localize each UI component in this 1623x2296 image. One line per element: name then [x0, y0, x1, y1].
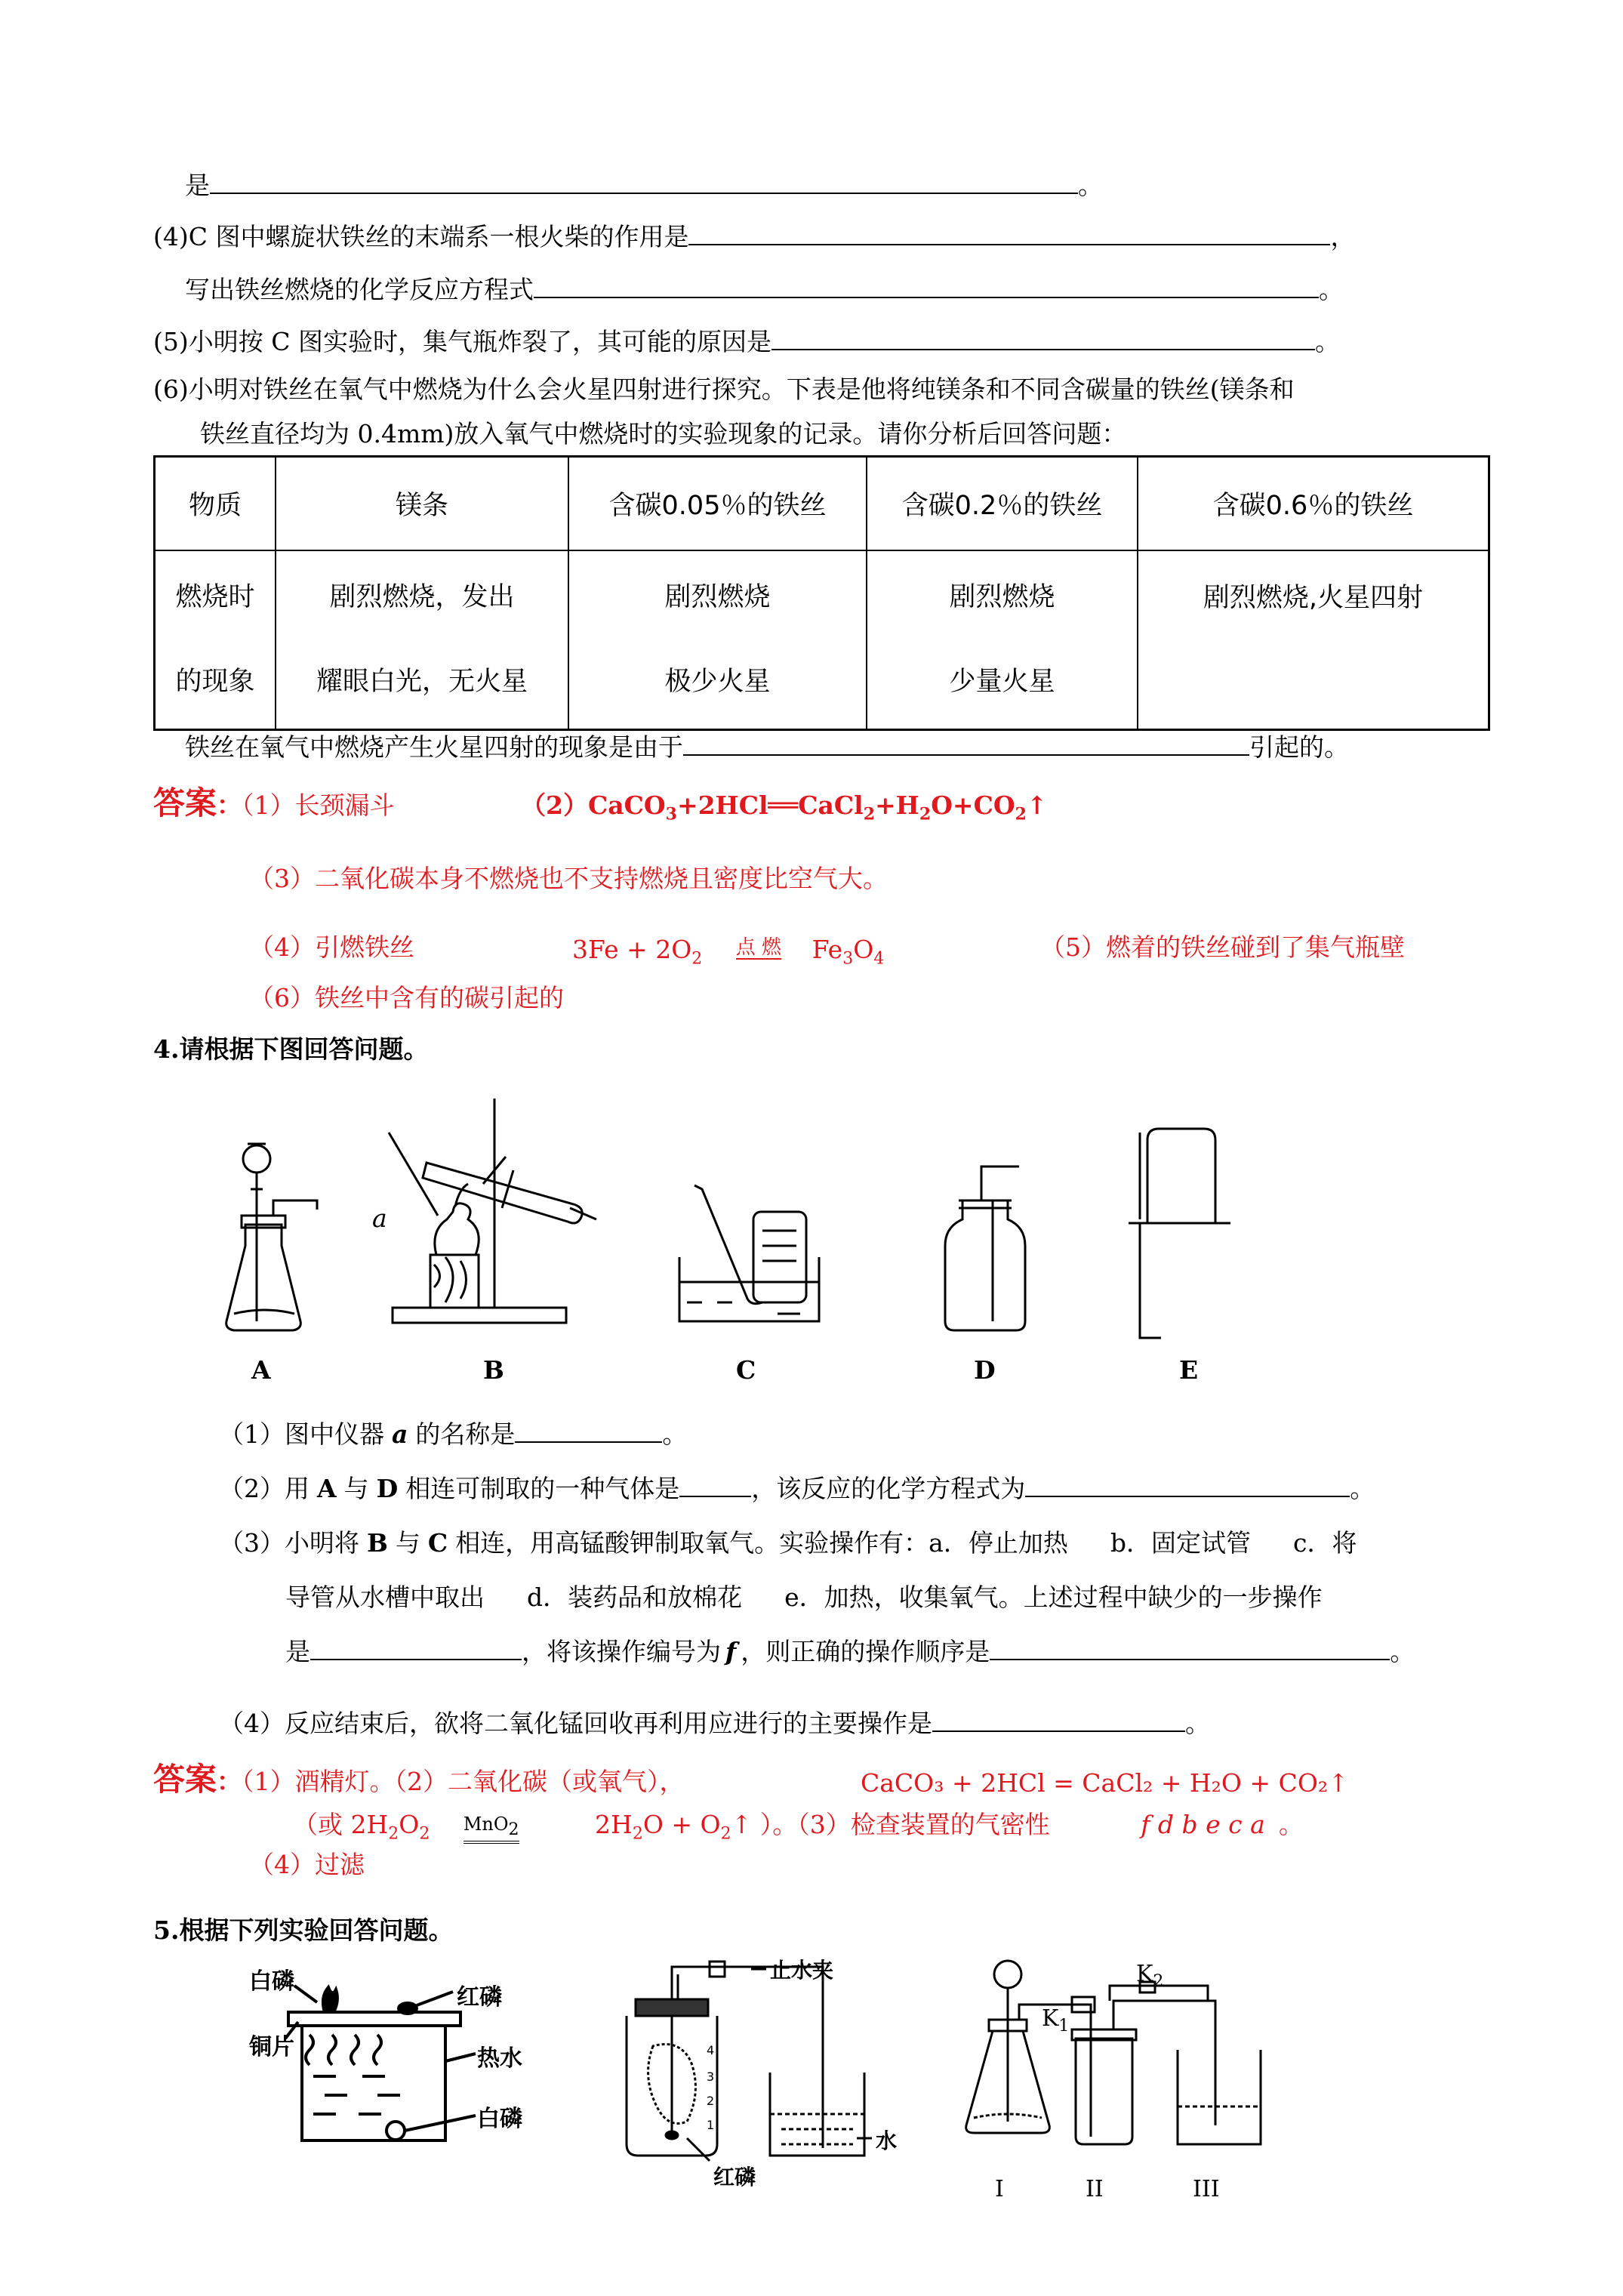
fig1-label: 铜片 [249, 2034, 294, 2060]
table-cell: 剧烈燃烧 少量火星 [867, 550, 1138, 730]
answer-blank[interactable] [515, 1419, 662, 1443]
q3-item5: (5)小明按 C 图实验时，集气瓶炸裂了，其可能的原因是 。 [153, 327, 1340, 356]
q4-sub3-line2: 导管从水槽中取出 d．装药品和放棉花 e．加热，收集氧气。上述过程中缺少的一步操作 [285, 1583, 1323, 1612]
fig2-label: 水 [876, 2128, 898, 2153]
fig2-scale-mark: 1 [707, 2118, 715, 2132]
table-cell: 剧烈燃烧，发出 耀眼白光，无火星 [276, 550, 568, 730]
q3-conclusion: 铁丝在氧气中燃烧产生火星四射的现象是由于 引起的。 [185, 732, 1349, 762]
fig1-label: 红磷 [457, 1984, 502, 2011]
table-cell: 剧烈燃烧,火星四射 [1138, 550, 1489, 730]
apparatus-c-trough [679, 1185, 819, 1321]
fig2-scale-mark: 4 [707, 2043, 715, 2057]
label-a: a [372, 1203, 387, 1233]
table-cell: 燃烧时 的现象 [155, 550, 276, 730]
apparatus-d-bottle [945, 1166, 1025, 1330]
fig3-label: I [995, 2176, 1004, 2202]
fig1-label: 白磷 [249, 1968, 294, 1995]
q3-answer-line1: 答案：（1）长颈漏斗 [153, 784, 395, 821]
table-header: 物质 [155, 457, 276, 550]
apparatus-label: D [974, 1355, 996, 1385]
q4-sub3-line1: （3）小明将 B 与 C 相连，用高锰酸钾制取氧气。实验操作有：a．停止加热 b．固定试管 c．将 [219, 1528, 1357, 1558]
answer-blank[interactable] [932, 1708, 1185, 1732]
q4-answer-line1: 答案：（1）酒精灯。（2）二氧化碳（或氧气）， [153, 1761, 685, 1798]
q3-answer-equation: $(2)CaCO_3+2HCl══CaCl_2+H_2O+CO_2↑$ [521, 791, 1048, 824]
q3-answer-3: （3）二氧化碳本身不燃烧也不支持燃烧且密度比空气大。 [249, 864, 888, 893]
experiment-table [153, 455, 1490, 731]
apparatus-label: E [1179, 1355, 1199, 1385]
q4-sub3-line3: 是 ，将该操作编号为 f ，则正确的操作顺序是 。 [285, 1637, 1415, 1666]
fig3-label: II [1086, 2176, 1104, 2202]
answer-blank[interactable] [210, 170, 1078, 194]
answer-blank[interactable] [679, 1473, 751, 1497]
q3-item4: (4)C 图中螺旋状铁丝的末端系一根火柴的作用是 ， [153, 222, 1356, 251]
fig2-label: 红磷 [713, 2165, 756, 2190]
q3-answer-4: （4）引燃铁丝 [249, 932, 414, 962]
fig2-scale-mark: 3 [707, 2069, 715, 2084]
answer-blank[interactable] [688, 221, 1330, 245]
q5-figure-2 [596, 1940, 913, 2167]
answer-blank[interactable] [1025, 1473, 1350, 1497]
q4-title: 4.请根据下图回答问题。 [153, 1034, 429, 1064]
q5-title: 5.根据下列实验回答问题。 [153, 1915, 454, 1945]
table-row [155, 550, 1489, 730]
answer-blank[interactable] [683, 732, 1249, 756]
apparatus-e-inverted-bottle [1129, 1129, 1230, 1338]
answer-blank[interactable] [771, 326, 1315, 350]
fig2-scale-mark: 2 [707, 2094, 715, 2108]
apparatus-label: A [251, 1355, 271, 1385]
apparatus-b-heating [389, 1099, 596, 1323]
q4-sub4: （4）反应结束后，欲将二氧化锰回收再利用应进行的主要操作是 。 [219, 1709, 1210, 1738]
q4-answer-line2: （或 $2H_2O_2$ MnO$_2$ $2H_2O$ + $O_2↑$ ）。（3）检查装置的气密性 f d b e c a 。 [293, 1810, 1304, 1844]
answer-blank[interactable] [534, 274, 1319, 298]
q4-answer-equation-1: CaCO₃ + 2HCl = CaCl₂ + H₂O + CO₂↑ [861, 1768, 1349, 1798]
q3-line1: 是 。 [185, 171, 1103, 200]
fig3-label-k1: $K_1$ [1042, 2005, 1070, 2036]
q4-answer-line3: （4）过滤 [249, 1850, 365, 1879]
q3-answer-4-equation: $3Fe + 2O_2$ 点 燃 $Fe_3O_4$ [572, 935, 885, 969]
table-header: 含碳0.2％的铁丝 [867, 457, 1138, 550]
fig3-label-k2: $K_2$ [1136, 1961, 1164, 1991]
q3-answer-6: （6）铁丝中含有的碳引起的 [249, 983, 564, 1012]
answer-blank[interactable] [310, 1636, 522, 1660]
q4-sub2: （2）用 A 与 D 相连可制取的一种气体是 ，该反应的化学方程式为 。 [219, 1474, 1375, 1503]
table-header: 含碳0.05％的铁丝 [568, 457, 867, 550]
apparatus-a-flask [226, 1144, 317, 1330]
apparatus-label: B [483, 1355, 504, 1385]
answer-blank[interactable] [990, 1636, 1390, 1660]
table-header: 镁条 [276, 457, 568, 550]
q3-item6-line2: 铁丝直径均为 0.4mm)放入氧气中燃烧时的实验现象的记录。请你分析后回答问题： [200, 419, 1127, 448]
table-header-row [155, 457, 1489, 550]
fig1-label: 白磷 [477, 2106, 522, 2132]
q3-item6-line1: (6)小明对铁丝在氧气中燃烧为什么会火星四射进行探究。下表是他将纯镁条和不同含碳量的铁丝(镁条和 [153, 374, 1295, 404]
fig3-label: III [1193, 2176, 1220, 2202]
table-header: 含碳0.6％的铁丝 [1138, 457, 1489, 550]
apparatus-label: C [736, 1355, 756, 1385]
fig2-label: 止水夹 [770, 1958, 834, 1983]
q3-item4b: 写出铁丝燃烧的化学反应方程式 。 [185, 275, 1344, 304]
q3-answer-5: （5）燃着的铁丝碰到了集气瓶壁 [1040, 932, 1405, 962]
q4-sub1: （1）图中仪器 a 的名称是 。 [219, 1419, 688, 1449]
fig1-label: 热水 [477, 2045, 522, 2072]
table-cell: 剧烈燃烧 极少火星 [568, 550, 867, 730]
apparatus-figure [204, 1095, 1261, 1351]
